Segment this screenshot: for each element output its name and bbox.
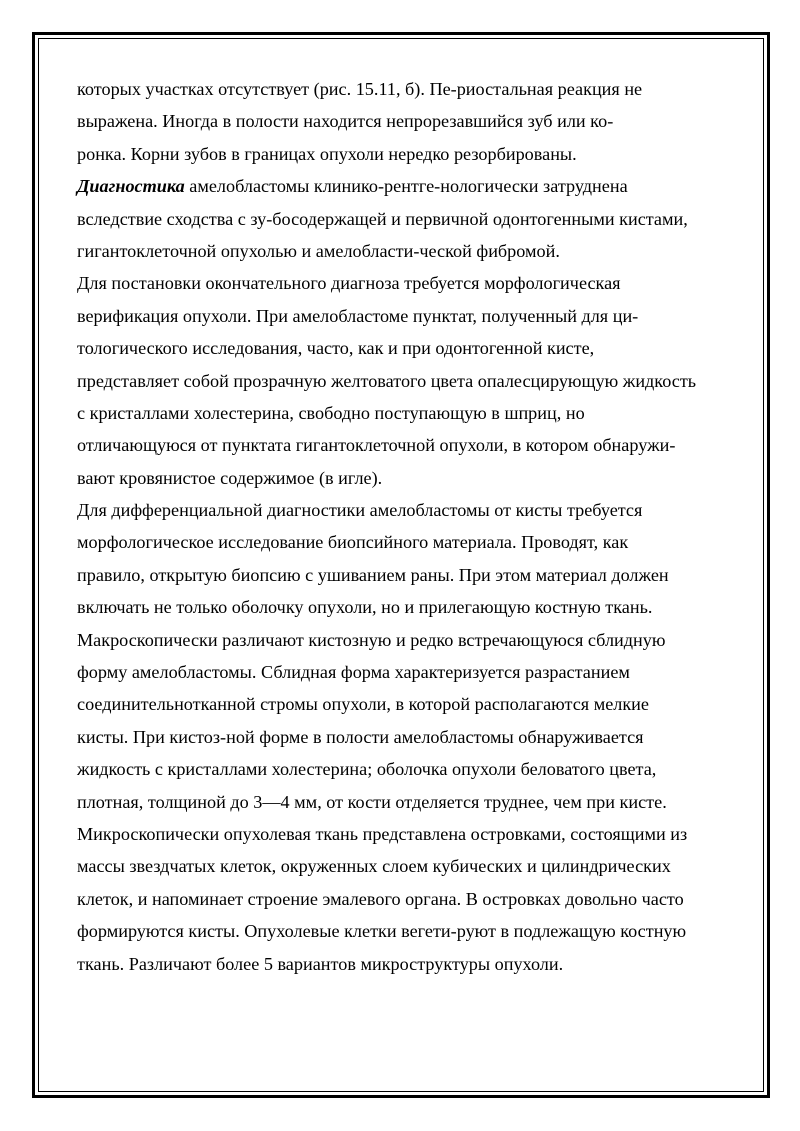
document-body: [77, 73, 737, 980]
text-line: соединительнотканной стромы опухоли, в которой располагаются мелкие: [77, 694, 649, 715]
text-line: выражена. Иногда в полости находится непрорезавшийся зуб или ко-: [77, 111, 614, 132]
text-line: плотная, толщиной до 3—4 мм, от кости отделяется труднее, чем при кисте.: [77, 791, 667, 812]
text-line: представляет собой прозрачную желтоватого цвета опалесцирующую жидкость: [77, 370, 697, 391]
text-line: клеток, и напоминает строение эмалевого органа. В островках довольно часто: [77, 888, 684, 909]
text-line: кисты. При кистоз-ной форме в полости амелобластомы обнаруживается: [77, 726, 644, 747]
text-line: формируются кисты. Опухолевые клетки вегети-руют в подлежащую костную: [77, 921, 687, 942]
text-line: включать не только оболочку опухоли, но и прилегающую костную ткань.: [77, 597, 653, 618]
text-line: гигантоклеточной опухолью и амелобласти-ческой фибромой.: [77, 240, 560, 261]
diagnostics-term: Диагностика: [77, 176, 185, 197]
text-line: Микроскопически опухолевая ткань представлена островками, состоящими из: [77, 823, 688, 844]
text-line: с кристаллами холестерина, свободно поступающую в шприц, но: [77, 402, 585, 423]
text-line: вают кровянистое содержимое (в игле).: [77, 467, 383, 488]
text-line: вследствие сходства с зу-босодержащей и первичной одонтогенными кистами,: [77, 208, 688, 229]
text-line: верификация опухоли. При амелобластоме пунктат, полученный для ци-: [77, 305, 639, 326]
text-line: отличающуюся от пунктата гигантоклеточной опухоли, в котором обнаружи-: [77, 435, 676, 456]
text-line: ронка. Корни зубов в границах опухоли нередко резорбированы.: [77, 143, 577, 164]
text-line: Для постановки окончательного диагноза требуется морфологическая: [77, 273, 621, 294]
diagnostics-text: амелобластомы клинико-рентге-нологически затруднена: [184, 176, 628, 197]
text-line: форму амелобластомы. Сблидная форма характеризуется разрастанием: [77, 662, 630, 683]
text-line: правило, открытую биопсию с ушиванием раны. При этом материал должен: [77, 564, 669, 585]
text-line: Для дифференциальной диагностики амелобластомы от кисты требуется: [77, 500, 643, 521]
text-line: морфологическое исследование биопсийного материала. Проводят, как: [77, 532, 629, 553]
text-line: Макроскопически различают кистозную и редко встречающуюся сблидную: [77, 629, 666, 650]
text-line: тологического исследования, часто, как и при одонтогенной кисте,: [77, 338, 595, 359]
text-line: которых участках отсутствует (рис. 15.11, б). Пе-риостальная реакция не: [77, 79, 643, 99]
text-line: жидкость с кристаллами холестерина; оболочка опухоли беловатого цвета,: [77, 759, 657, 780]
text-line: массы звездчатых клеток, окруженных слоем кубических и цилиндрических: [77, 856, 671, 877]
text-line: ткань. Различают более 5 вариантов микроструктуры опухоли.: [77, 953, 564, 974]
text-line-diagnostics: [77, 170, 737, 202]
